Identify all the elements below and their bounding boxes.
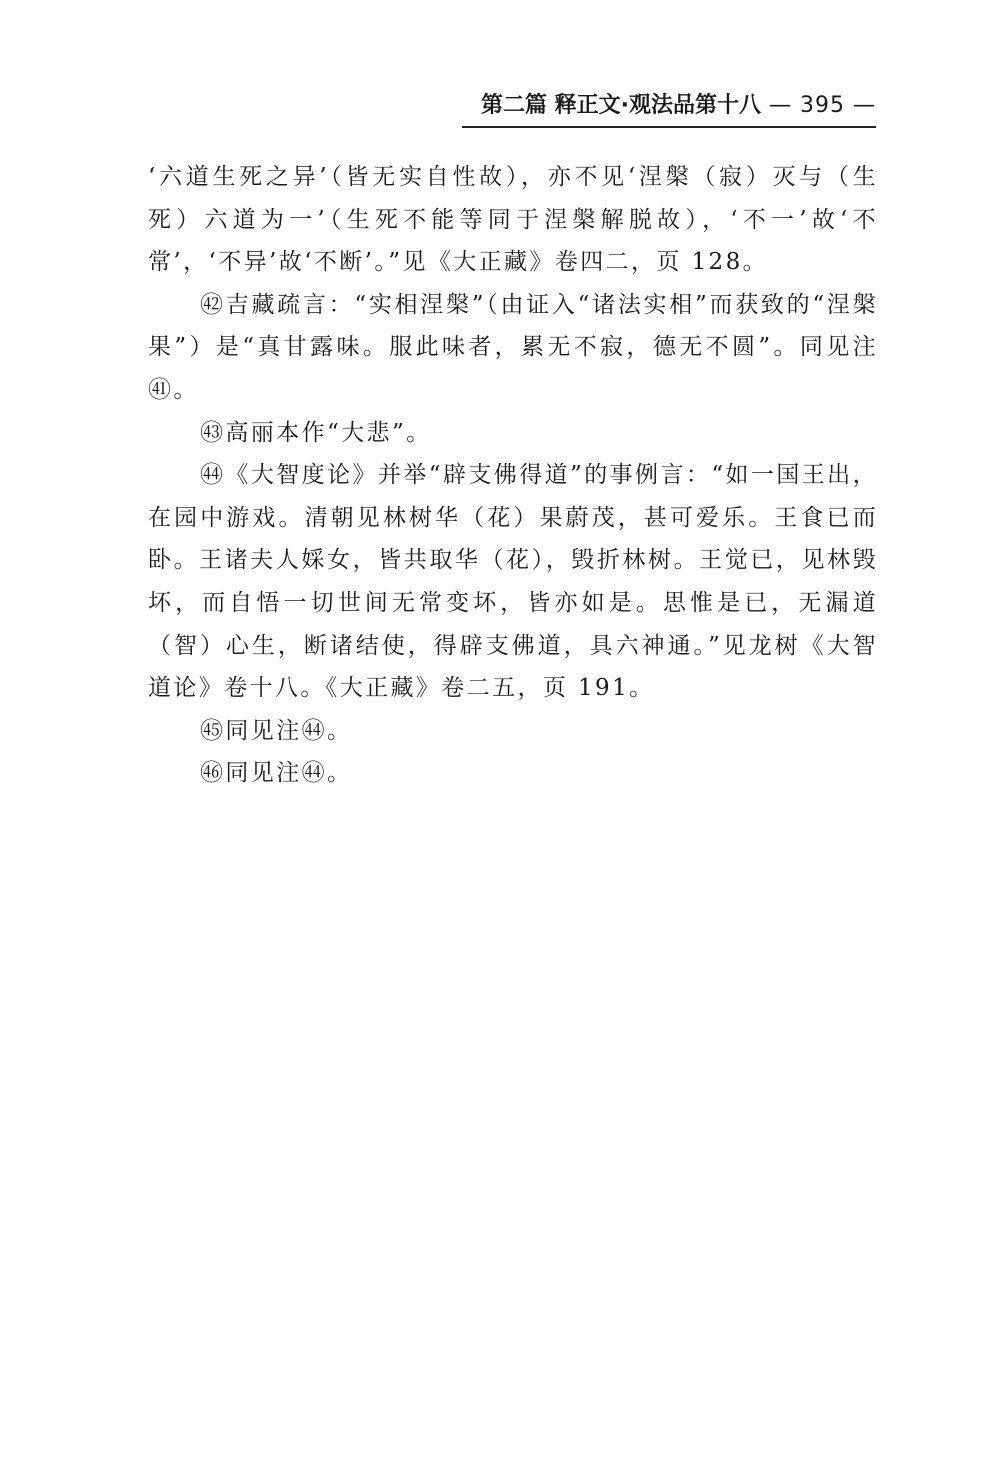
note-66: ㊻同见注㊹。 [200, 760, 353, 787]
note-64: ㊹《大智度论》并举“辟支佛得道”的事例言：“如一国王出，在园中游戏。清朝见林树华（花）果蔚茂，甚可爱乐。王食已而卧。王诸夫人婇女，皆共取华（花），毁折林树。王觉已，见林毁坏，而自悟一切世间无常变坏，皆亦如是。思惟是已，无漏道（智）心生，断诸结使，得辟支佛道，具六神通。”见龙树《大智道论》卷十八。《大正藏》卷二五，页 191。 [148, 462, 878, 702]
section-title: 第二篇 释正文·观法品第十八 [480, 93, 762, 118]
note-63: ㊸高丽本作“大悲”。 [200, 419, 432, 446]
note-62: ㊷吉藏疏言：“实相涅槃”（由证入“诸法实相”而获致的“涅槃果”）是“真甘露味。服此味者，累无不寂，德无不圆”。同见注㊶。 [148, 291, 878, 403]
note-continuation: ‘六道生死之异’（皆无实自性故），亦不见‘涅槃（寂）灭与（生死）六道为一’（生死不能等同于涅槃解脱故），‘不一’故‘不常’，‘不异’故‘不断’。”见《大正藏》卷四二，页 128。 [148, 164, 878, 276]
note-65: ㊺同见注㊹。 [200, 717, 353, 744]
page-body [148, 156, 878, 795]
running-header [462, 90, 876, 128]
page-number: — 395 — [769, 93, 876, 118]
